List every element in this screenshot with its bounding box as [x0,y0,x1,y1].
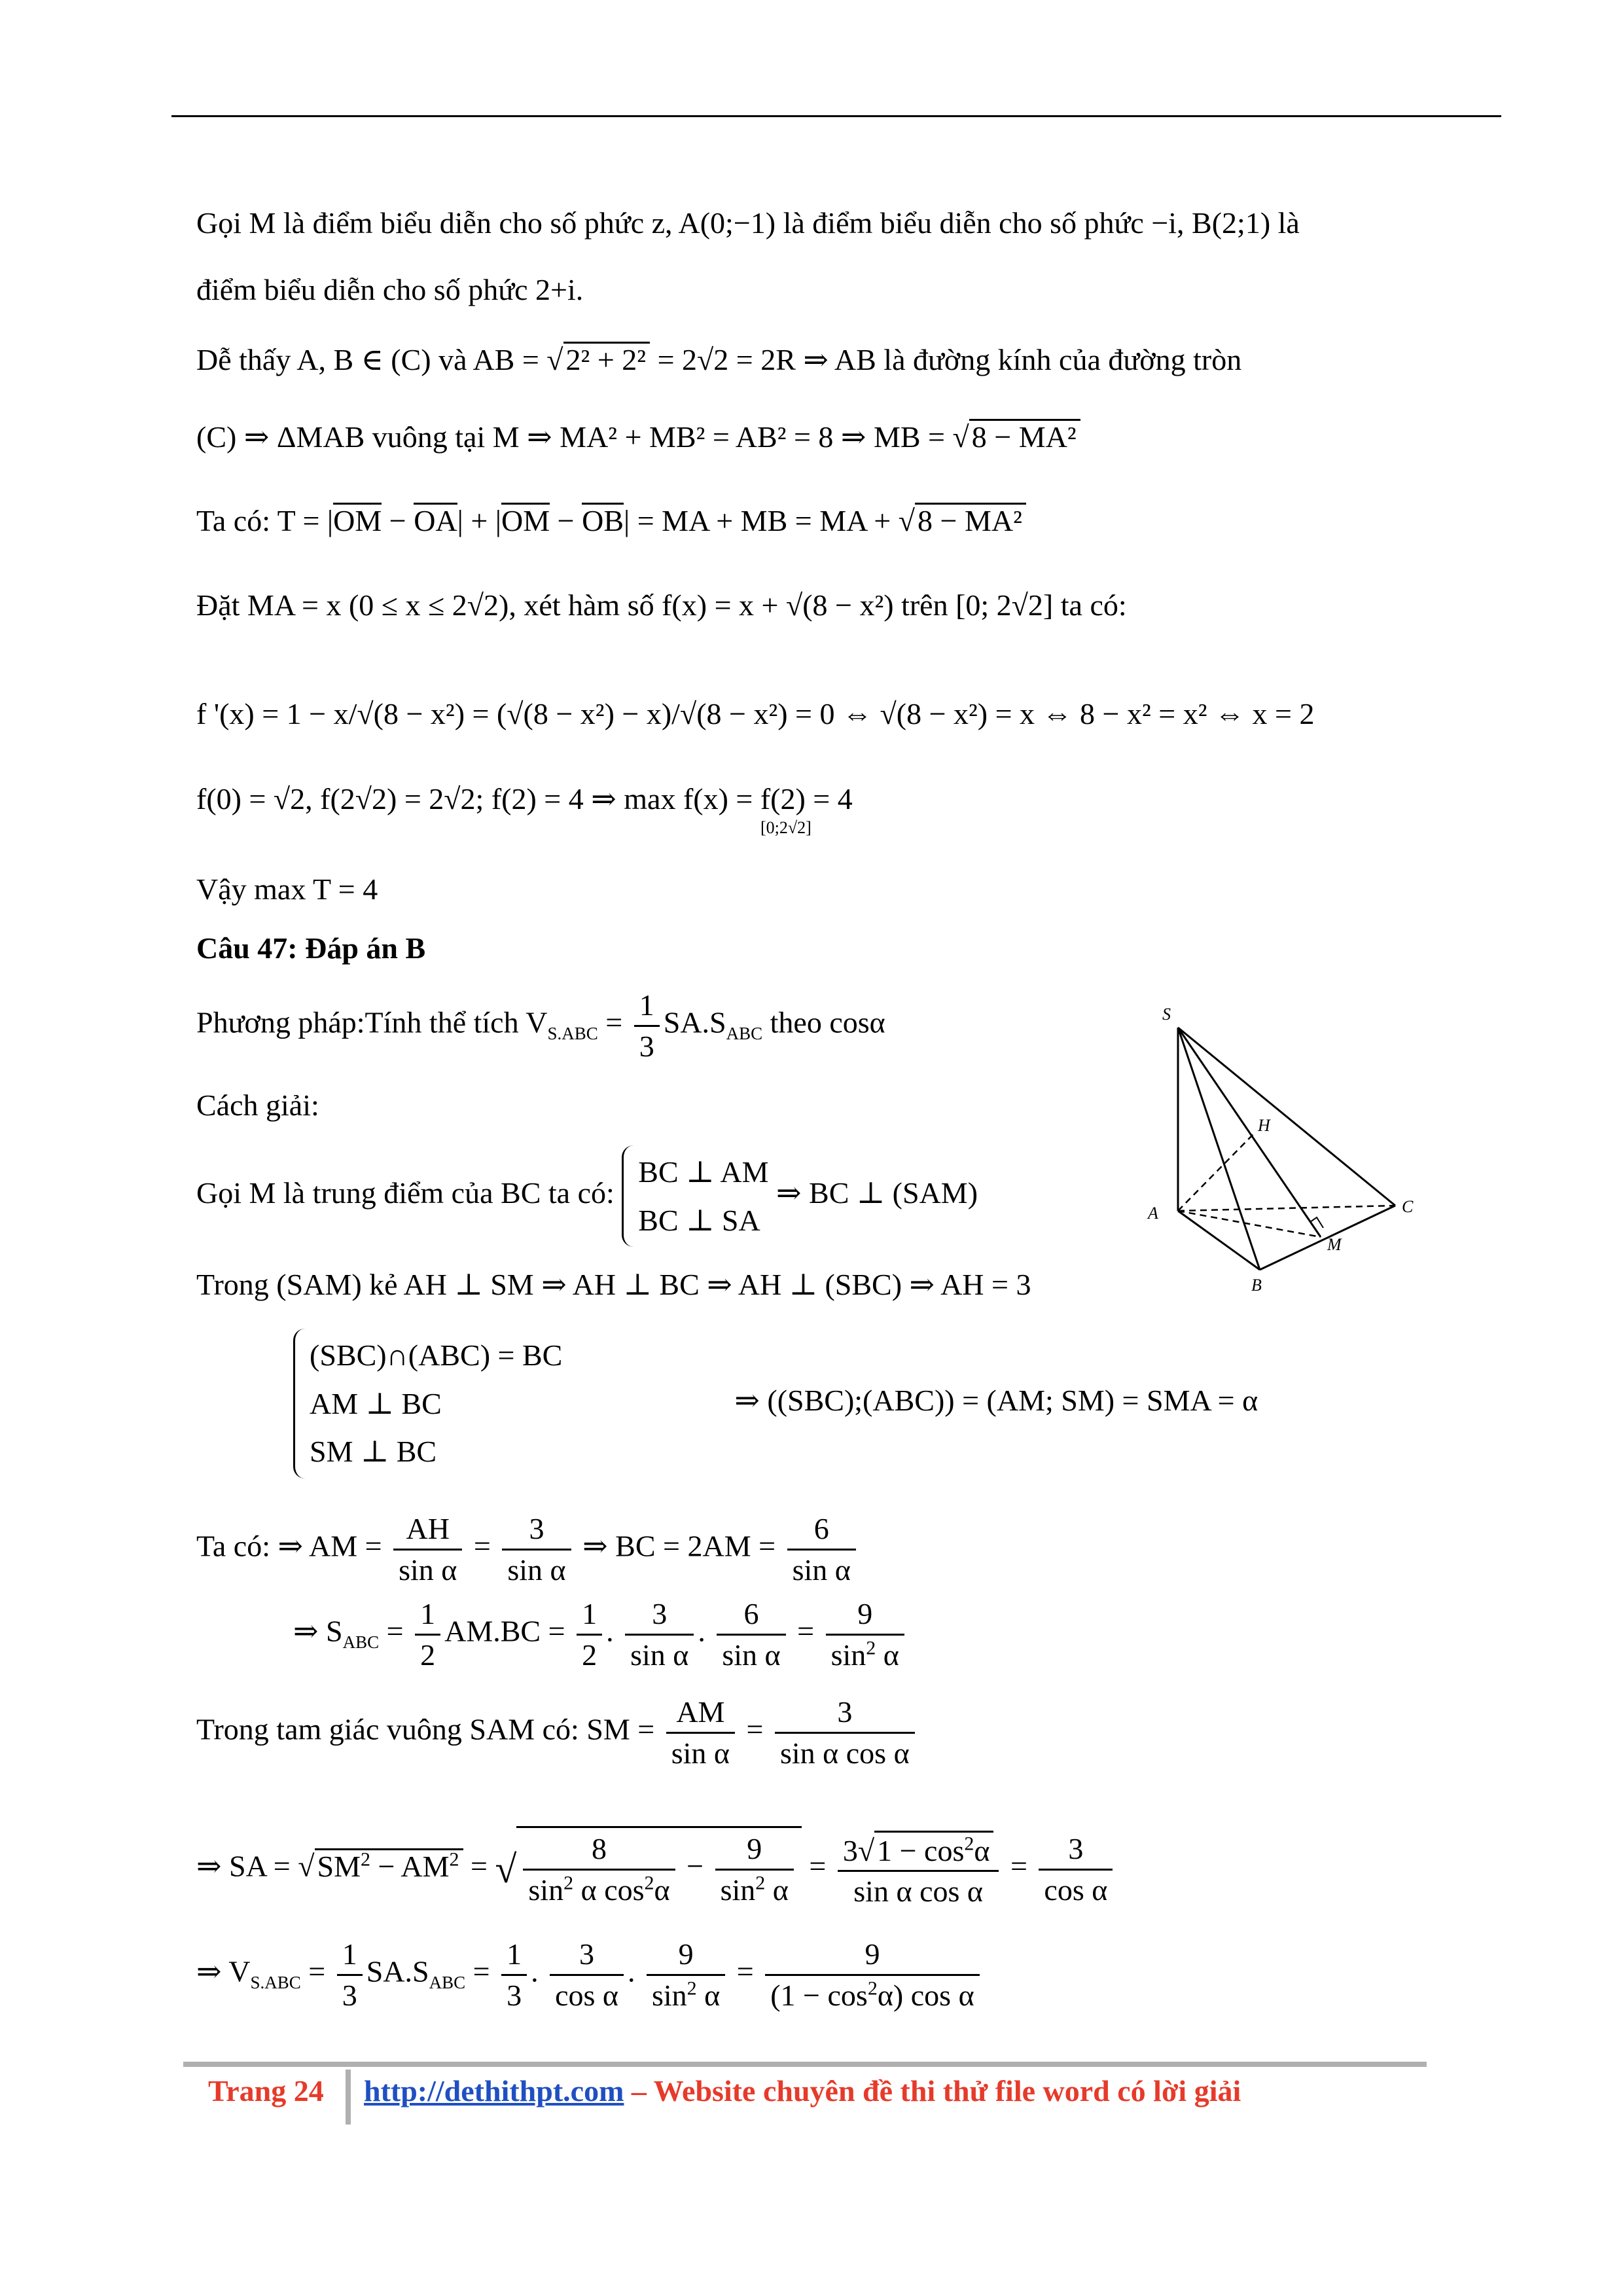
question-47-title: Câu 47: Đáp án B [196,931,426,965]
line-9: Vậy max T = 4 [196,872,378,906]
sabc-line: ⇒ $S_{ABC}$ = $\frac{1}{2}$ AM.BC = $\frac{1}{2}$ . $\frac{3}{\text{sin α}}$ . $\frac{6}{\text{sin α}}$ = $\frac{9}{\sin^2 \alpha}$ [293,1597,908,1672]
label-M: M [1327,1235,1342,1254]
pyramid-figure [1139,1001,1427,1296]
line-2: điểm biểu diễn cho số phức 2+i. [196,273,584,306]
solve-label: Cách giải: [196,1088,319,1122]
label-S: S [1162,1005,1171,1024]
footer-text: http://dethithpt.com – Website chuyên đề thi thử file word có lời giải [364,2074,1241,2108]
system-2-line: (SBC)∩(ABC) = BC AM ⊥ BC SM ⊥ BC ⇒ ((SBC);(ABC)) = (AM; SM) = SMA = α [293,1329,1258,1479]
label-A: A [1148,1204,1158,1223]
edge-SM [1178,1028,1321,1237]
header-rule [171,115,1501,117]
line-1: Gọi M là điểm biểu diễn cho số phức z, A(0;−1) là điểm biểu diễn cho số phức −i, B(2;1) là [196,206,1300,240]
volume-line: ⇒ $V_{S.ABC}$ = $\frac{1}{3}$ $SA.S_{ABC}$ = $\frac{1}{3}$ . $\frac{3}{\text{cos α}}$ . $\frac{9}{\sin^2 \alpha}$ = $\frac{9}{(1 - \cos^2\alpha) \cos \alpha}$ [196,1937,984,2012]
midpoint-line: Gọi M là trung điểm của BC ta có: BC ⊥ AM BC ⊥ SA ⇒ BC ⊥ (SAM) [196,1145,978,1247]
method-line: Phương pháp:Tính thể tích $V_{S.ABC}$ = $\frac{1}{3}$ $SA.S_{ABC}$ theo cosα [196,988,885,1063]
trong-line: Trong (SAM) kẻ AH ⊥ SM ⇒ AH ⊥ BC ⇒ AH ⊥ (SBC) ⇒ AH = 3 [196,1268,1031,1301]
edge-SB [1178,1028,1260,1270]
edge-SC [1178,1028,1395,1206]
right-angle-mark [1310,1217,1323,1228]
sa-line: ⇒ SA = $√SM^2 - AM^2$ = √ $\frac{8}{\sin^2 \alpha \cos^2\alpha}$ − $\frac{9}{\sin^2 \alpha}$ = $\frac{3√1 - \cos^2\alpha}{\text{sin α cos α}}$ = $\frac{3}{\text{cos α}}$ [196,1826,1116,1909]
label-C: C [1402,1197,1414,1216]
page-number: Trang 24 [208,2074,324,2108]
line-8: f(0) = √2, f(2√2) = 2√2; f(2) = 4 ⇒ max f(x) = f(2) = 4 [0;2√2] [196,782,853,837]
line-6: Đặt MA = x (0 ≤ x ≤ 2√2), xét hàm số f(x) = x + √(8 − x²) trên [0; 2√2] ta có: [196,588,1127,622]
footer-divider [346,2070,351,2125]
footer-rule [183,2062,1427,2067]
label-B: B [1251,1276,1262,1295]
website-link[interactable]: http://dethithpt.com [364,2074,624,2108]
edge-AC-hidden [1178,1206,1395,1211]
segment-AM-hidden [1178,1211,1321,1237]
line-7: f '(x) = 1 − x/√(8 − x²) = (√(8 − x²) − x)/√(8 − x²) = 0 ⇔ √(8 − x²) = x ⇔ 8 − x² = x² ⇔ x = 2 [196,697,1315,730]
taco-line: Ta có: ⇒ AM = $\frac{AH}{\text{sin α}}$ = $\frac{3}{\text{sin α}}$ ⇒ BC = 2AM = $\frac{6}{\text{sin α}}$ [196,1512,860,1587]
line-3: Dễ thấy A, B ∈ (C) và AB = √2² + 2² = 2√2 = 2R ⇒ AB là đường kính của đường tròn [196,343,1242,376]
sm-line: Trong tam giác vuông SAM có: SM = $\frac{AM}{\text{sin α}}$ = $\frac{3}{\text{sin α cos α}}$ [196,1695,919,1770]
system-2: (SBC)∩(ABC) = BC AM ⊥ BC SM ⊥ BC [293,1329,562,1479]
label-H: H [1258,1116,1270,1135]
system-1: BC ⊥ AM BC ⊥ SA [622,1145,768,1247]
line-5: Ta có: T = |OM − OA| + |OM − OB| = MA + MB = MA + √8 − MA² [196,503,1026,536]
edge-AB [1178,1211,1260,1270]
line-4: (C) ⇒ ΔMAB vuông tại M ⇒ MA² + MB² = AB² = 8 ⇒ MB = √8 − MA² [196,419,1080,452]
